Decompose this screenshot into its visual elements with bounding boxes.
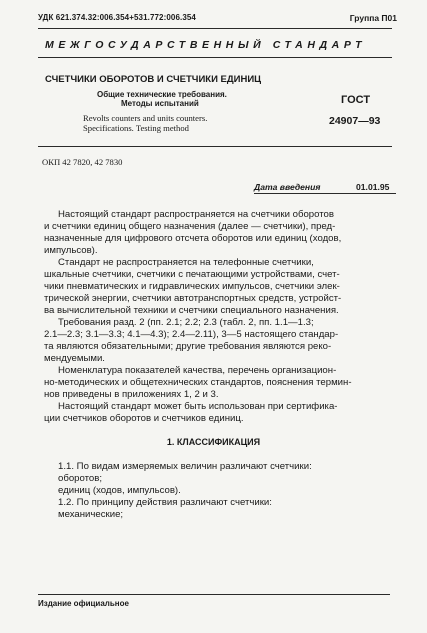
subtitle-line-2: Методы испытаний (121, 99, 199, 108)
group-code: Группа П01 (349, 13, 397, 23)
section-line: единиц (ходов, импульсов). (58, 485, 181, 496)
body-line: Стандарт не распространяется на телефонные счетчики, (58, 257, 314, 268)
section-line: оборотов; (58, 473, 103, 484)
body-line: чики пневматических и гидравлических импульсов, счетчики элек- (44, 281, 340, 292)
section-heading: 1. КЛАССИФИКАЦИЯ (166, 437, 261, 447)
footer-divider (38, 594, 390, 595)
gost-label: ГОСТ (341, 94, 371, 106)
body-line: та являются обязательными; другие требования являются реко- (44, 341, 332, 352)
header-divider-2 (38, 57, 392, 58)
body-line: 2.1—2.3; 3.1—3.3; 4.1—4.3); 2.4—2.11), 3—5 настоящего стандар- (44, 329, 339, 340)
body-line: Настоящий стандарт распространяется на счетчики оборотов (58, 209, 334, 220)
body-line: трической энергии, счетчики автотранспортных средств, устройст- (44, 293, 342, 304)
body-line: назначенные для цифрового отсчета оборотов или единиц (ходов, (44, 233, 342, 244)
body-line: мендуемыми. (44, 353, 105, 364)
section-line: 1.1. По видам измеряемых величин различают счетчики: (58, 461, 312, 472)
udk-code: УДК 621.374.32:006.354+531.772:006.354 (38, 13, 196, 22)
intro-date-value: 01.01.95 (356, 182, 390, 192)
intro-date-underline (254, 193, 396, 194)
document-title: СЧЕТЧИКИ ОБОРОТОВ И СЧЕТЧИКИ ЕДИНИЦ (45, 74, 262, 85)
gost-number: 24907—93 (329, 115, 381, 127)
subtitle-line-1: Общие технические требования. (97, 90, 227, 99)
intro-date-label: Дата введения (254, 182, 321, 192)
header-divider (38, 28, 392, 29)
okp-code: ОКП 42 7820, 42 7830 (42, 157, 123, 167)
body-line: ции счетчиков оборотов и счетчиков единиц. (44, 413, 244, 424)
english-title-line-2: Specifications. Testing method (83, 123, 189, 133)
section-line: механические; (58, 509, 124, 520)
title-divider (38, 146, 392, 147)
body-line: Требования разд. 2 (пп. 2.1; 2.2; 2.3 (табл. 2, пп. 1.1—1.3; (58, 317, 314, 328)
body-line: но-методических и общетехнических стандартов, пояснения термин- (44, 377, 352, 388)
body-line: Настоящий стандарт может быть использован при сертифика- (58, 401, 338, 412)
body-line: ва вычислительной техники и счетчики специального назначения. (44, 305, 339, 316)
edition-note: Издание официальное (38, 599, 129, 608)
body-line: нов приведены в приложениях 1, 2 и 3. (44, 389, 219, 400)
section-line: 1.2. По принципу действия различают счетчики: (58, 497, 272, 508)
body-line: и счетчики единиц общего назначения (далее — счетчики), пред- (44, 221, 336, 232)
body-line: шкальные счетчики, счетчики с печатающими устройствами, счет- (44, 269, 340, 280)
body-line: Номенклатура показателей качества, перечень организацион- (58, 365, 337, 376)
english-title-line-1: Revolts counters and units counters. (83, 113, 208, 123)
standard-type: МЕЖГОСУДАРСТВЕННЫЙ СТАНДАРТ (45, 39, 367, 51)
body-line: импульсов). (44, 245, 98, 256)
